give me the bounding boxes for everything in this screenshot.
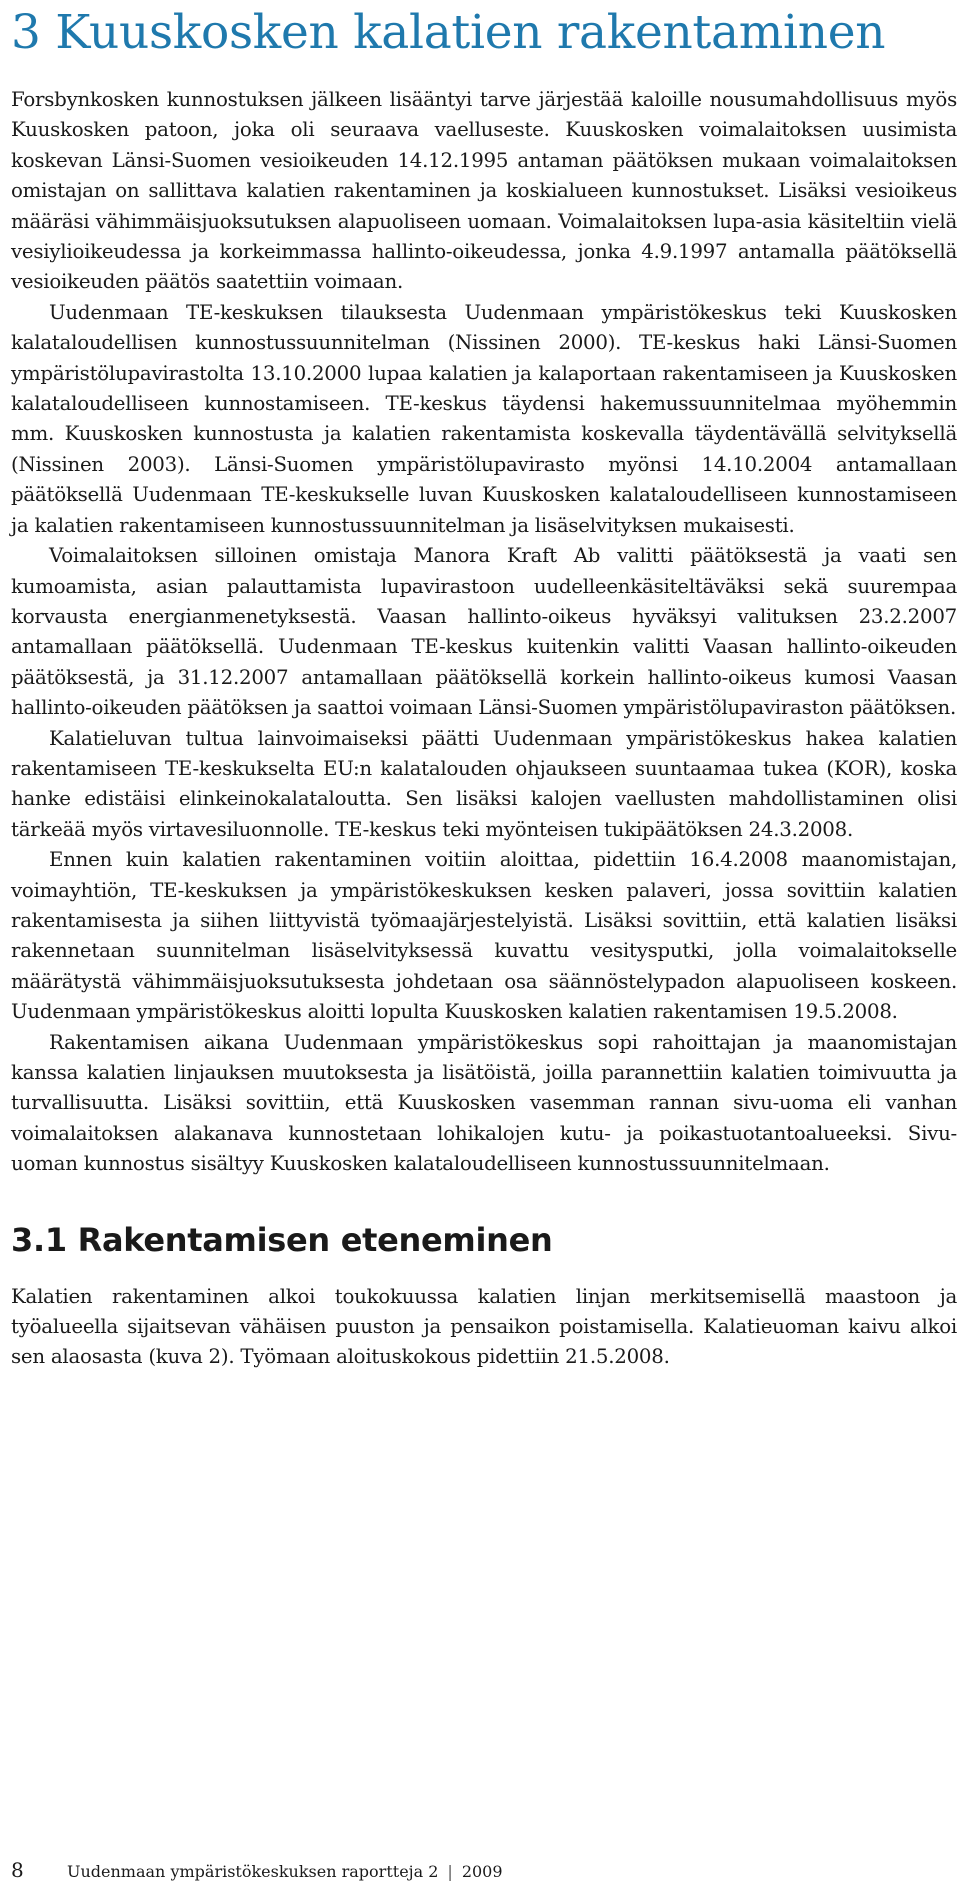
chapter-body: [11, 85, 957, 1180]
page-number: 8: [11, 1858, 24, 1882]
paragraph-5: Ennen kuin kalatien rakentaminen voitiin aloittaa, pidettiin 16.4.2008 maanomistajan, voimayhtiön, TE-keskuksen ja ympäristökeskuksen kesken palaveri, jossa sovittiin kalatien rakentamisesta ja siihen liittyvistä työmaajärjestelyistä. Lisäksi sovittiin, että kalatien lisäksi rakennetaan suunnitelman lisäselvityksessä kuvattu vesitysputki, jolla voimalaitokselle määrätystä vähimmäisjuoksutuksesta johdetaan osa säännöstelypadon alapuoliseen koskeen. Uudenmaan ympäristökeskus aloitti lopulta Kuuskosken kalatien rakentamisen 19.5.2008.: [11, 848, 957, 1024]
publication-name: Uudenmaan ympäristökeskuksen raportteja 2: [67, 1862, 439, 1881]
footer-separator: |: [447, 1862, 453, 1881]
publication-year: 2009: [461, 1862, 503, 1881]
section-body: [11, 1282, 957, 1373]
paragraph-2: Uudenmaan TE-keskuksen tilauksesta Uudenmaan ympäristökeskus teki Kuuskosken kalataloudellisen kunnostussuunnitelman (Nissinen 2000). TE-keskus haki Länsi-Suomen ympäristölupavirastolta 13.10.2000 lupaa kalatien ja kalaportaan rakentamiseen ja Kuuskosken kalataloudelliseen kunnostamiseen. TE-keskus täydensi hakemussuunnitelmaa myöhemmin mm. Kuuskosken kunnostusta ja kalatien rakentamista koskevalla täydentävällä selvityksellä (Nissinen 2003). Länsi-Suomen ympäristölupavirasto myönsi 14.10.2004 antamallaan päätöksellä Uudenmaan TE-keskukselle luvan Kuuskosken kalataloudelliseen kunnostamiseen ja kalatien rakentamiseen kunnostussuunnitelman ja lisäselvityksen mukaisesti.: [11, 300, 957, 537]
paragraph-4: Kalatieluvan tultua lainvoimaiseksi päätti Uudenmaan ympäristökeskus hakea kalatien rakentamiseen TE-keskukselta EU:n kalatalouden ohjaukseen suuntaamaa tukea (KOR), koska hanke edistäisi elinkeinokalataloutta. Sen lisäksi kalojen vaellusten mahdollistaminen olisi tärkeää myös virtavesiluonnolle. TE-keskus teki myönteisen tukipäätöksen 24.3.2008.: [11, 726, 957, 841]
paragraph-1: Forsbynkosken kunnostuksen jälkeen lisääntyi tarve järjestää kaloille nousumahdollisuus myös Kuuskosken patoon, joka oli seuraava vaelluseste. Kuuskosken voimalaitoksen uusimista koskevan Länsi-Suomen vesioikeuden 14.12.1995 antaman päätöksen mukaan voimalaitoksen omistajan on sallittava kalatien rakentaminen ja koskialueen kunnostukset. Lisäksi vesioikeus määräsi vähimmäisjuoksutuksen alapuoliseen uomaan. Voimalaitoksen lupa-asia käsiteltiin vielä vesiylioikeudessa ja korkeimmassa hallinto-oikeudessa, jonka 4.9.1997 antamalla päätöksellä vesioikeuden päätös saatettiin voimaan.: [11, 88, 957, 294]
document-page: [11, 0, 957, 1373]
paragraph-6: Rakentamisen aikana Uudenmaan ympäristökeskus sopi rahoittajan ja maanomistajan kanssa kalatien linjauksen muutoksesta ja lisätöistä, joilla parannettiin kalatien toimivuutta ja turvallisuutta. Lisäksi sovittiin, että Kuuskosken vasemman rannan sivu-uoma eli vanhan voimalaitoksen alakanava kunnostetaan lohikalojen kutu- ja poikastuotantoalueeksi. Sivu-uoman kunnostus sisältyy Kuuskosken kalataloudelliseen kunnostussuunnitelmaan.: [11, 1030, 957, 1176]
section-paragraph: Kalatien rakentaminen alkoi toukokuussa kalatien linjan merkitsemisellä maastoon ja työalueella sijaitsevan vähäisen puuston ja pensaikon poistamisella. Kalatieuoman kaivu alkoi sen alaosasta (kuva 2). Työmaan aloituskokous pidettiin 21.5.2008.: [11, 1284, 957, 1369]
page-footer: [11, 1858, 503, 1882]
chapter-title: 3 Kuuskosken kalatien rakentaminen: [11, 5, 886, 60]
paragraph-3: Voimalaitoksen silloinen omistaja Manora Kraft Ab valitti päätöksestä ja vaati sen kumoamista, asian palauttamista lupavirastoon uudelleenkäsiteltäväksi sekä suurempaa korvausta energianmenetyksestä. Vaasan hallinto-oikeus hyväksyi valituksen 23.2.2007 antamallaan päätöksellä. Uudenmaan TE-keskus kuitenkin valitti Vaasan hallinto-oikeuden päätöksestä, ja 31.12.2007 antamallaan päätöksellä korkein hallinto-oikeus kumosi Vaasan hallinto-oikeuden päätöksen ja saattoi voimaan Länsi-Suomen ympäristölupaviraston päätöksen.: [11, 544, 957, 720]
section-title: 3.1 Rakentamisen eteneminen: [11, 1220, 553, 1259]
